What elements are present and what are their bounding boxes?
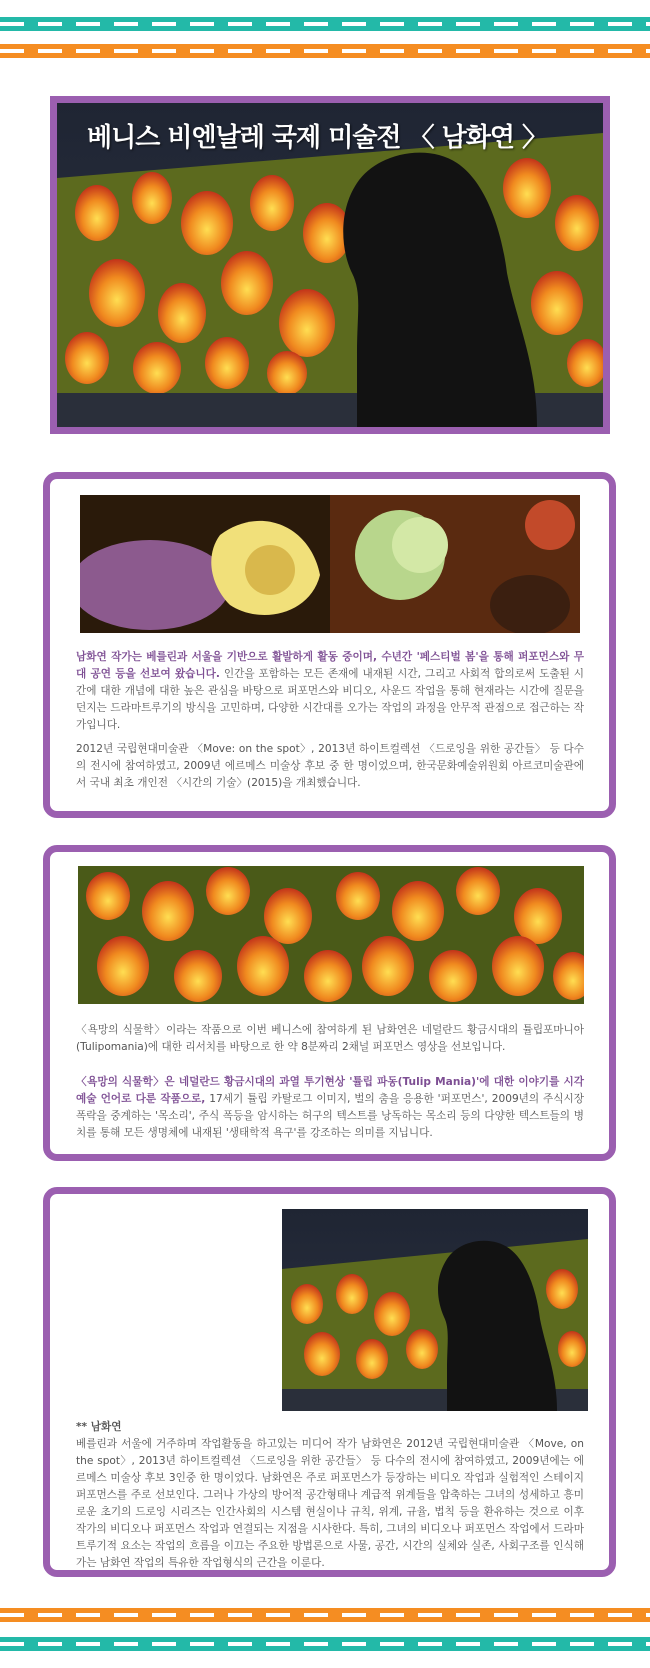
section-1-lead-bold: 남화연 작가는 베를린과 서울을 기반으로 활발하게 활동 중이며, 수년간 '페스티벌 봄'을 통해 퍼포먼스와 무대 공연 등을 선보여 왔습니다. xyxy=(76,651,584,680)
section-1-lead-rest: 인간을 포함하는 모든 존재에 내재된 시간, 그리고 사회적 합의로써 도출된 시간에 대한 개념에 대한 높은 관심을 바탕으로 퍼포먼스와 비디오, 사운드 작업을 통해 현재라는 시간에 질문을 던지는 드라마트루기의 방식을 고민하며, 다양한 시간대를 오가는 작업의 과정을 안무적 관점으로 접근하는 작가입니다. xyxy=(76,668,584,731)
section-1-paragraph-1 xyxy=(76,649,584,734)
bottom-orange-ribbon xyxy=(0,1608,650,1622)
section-2-paragraph-2 xyxy=(76,1074,584,1142)
section-1-card xyxy=(43,472,616,818)
section-2-image xyxy=(78,866,584,1004)
section-2-lead-rest: 17세기 튤립 카탈로그 이미지, 벌의 춤을 응용한 '퍼포먼스', 2009년의 주식시장 폭락을 중계하는 '목소리', 주식 폭등을 암시하는 허구의 텍스트를 낭독하는 목소리 등의 다양한 텍스트들의 병치를 통해 모든 생명체에 내재된 '생태학적 욕구'를 강조하는 의미를 지닙니다. xyxy=(76,1093,584,1139)
bottom-teal-ribbon xyxy=(0,1637,650,1651)
section-3-text xyxy=(76,1419,584,1572)
top-teal-ribbon xyxy=(0,17,650,31)
section-2-card xyxy=(43,845,616,1161)
section-2-paragraph-1: 〈욕망의 식물학〉이라는 작품으로 이번 베니스에 참여하게 된 남화연은 네덜란드 황금시대의 튤립포마니아(Tulipomania)에 대한 리서치를 바탕으로 한 약 8분짜리 2채널 퍼포먼스 영상을 선보입니다. xyxy=(76,1024,584,1053)
artist-biography: 베를린과 서울에 거주하며 작업활동을 하고있는 미디어 작가 남화연은 2012년 국립현대미술관 〈Move, on the spot〉, 2013년 하이트컬렉션 〈드로잉을 위한 공간들〉 등 다수의 전시에 참여하였고, 2009년에는 에르메스 미술상 후보 3인중 한 명이었다. 남화연은 주로 퍼포먼스가 등장하는 비디오 작업과 실험적인 스테이지 퍼포먼스를 주로 선보인다. 그러나 가상의 방어적 공간형태나 계급적 위계들을 압축하는 그녀의 성세하고 흥미로운 초기의 드로잉 시리즈는 인간사회의 시스템 현실이나 규칙, 위계, 규율, 법칙 등을 환유하는 것으로 이후 작가의 비디오나 퍼포먼스 작업과 연결되는 지점을 시사한다. 특히, 그녀의 비디오나 퍼포먼스 작업에서 드라마트루기적 요소는 작업의 흐름을 이끄는 주요한 방법론으로 사물, 공간, 시간의 실체와 실존, 사회구조를 인식해가는 남화연 작업의 특유한 작업형식의 근간을 이룬다. xyxy=(76,1438,584,1569)
section-1-paragraph-2: 2012년 국립현대미술관 〈Move: on the spot〉, 2013년 하이트컬렉션 〈드로잉을 위한 공간들〉 등 다수의 전시에 참여하였고, 2009년 에르메스 미술상 후보 중 한 명이었으며, 한국문화예술위원회 아르코미술관에서 국내 최초 개인전 〈시간의 기술〉(2015)을 개최했습니다. xyxy=(76,743,584,789)
artist-name-heading: ** 남화연 xyxy=(76,1421,122,1433)
banner-title: 베니스 비엔날레 국제 미술전 〈 남화연 〉 xyxy=(87,123,548,153)
top-orange-ribbon xyxy=(0,44,650,58)
section-2-lead-bold: 〈욕망의 식물학〉은 네덜란드 황금시대의 과열 투기현상 '튤립 파동(Tulip Mania)'에 대한 이야기를 시각예술 언어로 다룬 작품으로, xyxy=(76,1076,584,1105)
banner-image xyxy=(50,96,610,434)
section-1-image xyxy=(80,495,580,633)
section-3-card xyxy=(43,1187,616,1577)
section-3-image xyxy=(282,1209,588,1411)
